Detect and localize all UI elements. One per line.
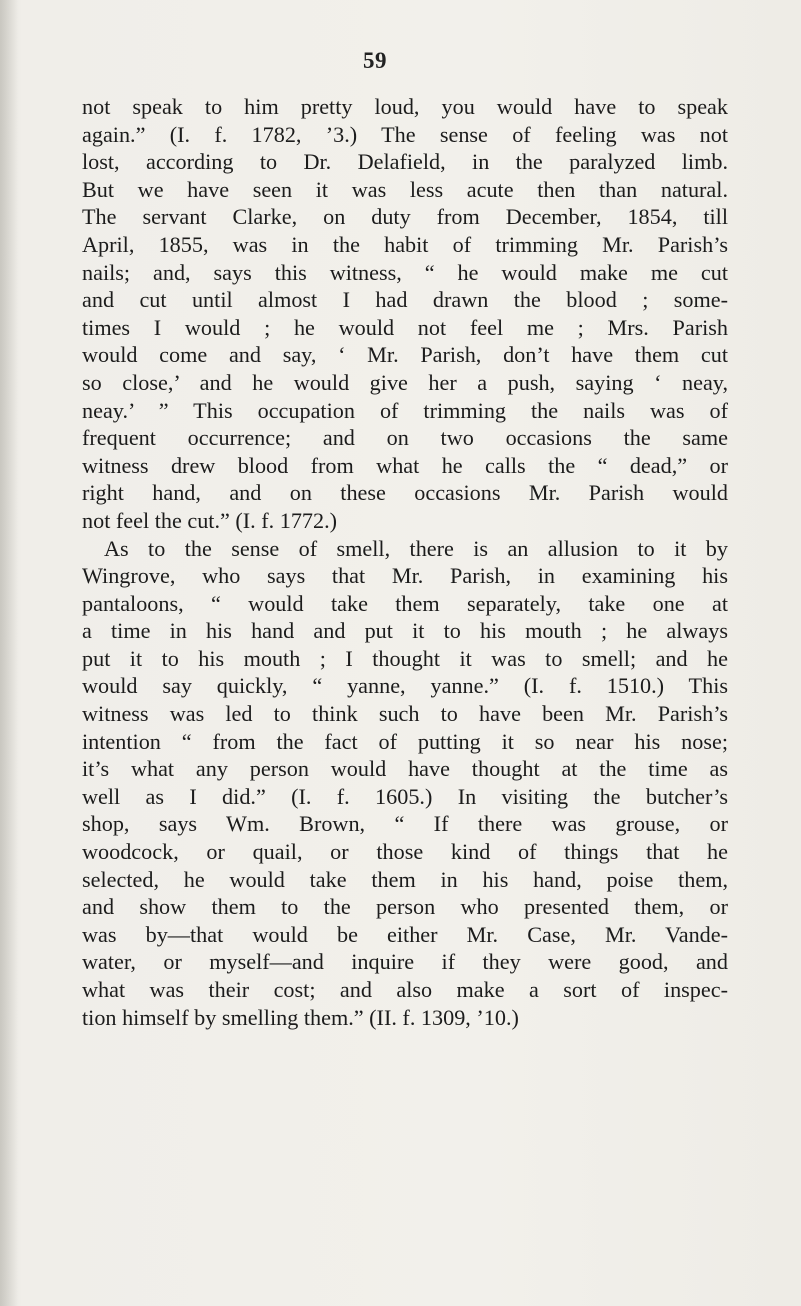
text-line: was by—that would be either Mr. Case, Mr. Vande-: [82, 921, 728, 947]
text-line: pantaloons, “ would take them separately, take one at: [82, 590, 728, 616]
text-line: selected, he would take them in his hand, poise them,: [82, 866, 728, 892]
text-line: water, or myself—and inquire if they were good, and: [82, 949, 728, 975]
text-line: put it to his mouth ; I thought it was to smell; and he: [82, 645, 728, 671]
text-line: right hand, and on these occasions Mr. Parish would: [82, 480, 728, 506]
text-line: The servant Clarke, on duty from December, 1854, till: [82, 204, 728, 230]
text-line: times I would ; he would not feel me ; Mrs. Parish: [82, 314, 728, 340]
text-line: Wingrove, who says that Mr. Parish, in examining his: [82, 563, 728, 589]
text-line: intention “ from the fact of putting it so near his nose;: [82, 728, 728, 754]
text-line: not speak to him pretty loud, you would have to speak: [82, 94, 728, 119]
text-line: would say quickly, “ yanne, yanne.” (I. f. 1510.) This: [82, 673, 728, 699]
text-line: a time in his hand and put it to his mouth ; he always: [82, 618, 728, 644]
text-line: frequent occurrence; and on two occasions the same: [82, 425, 728, 451]
spine-shadow: [0, 0, 18, 1306]
text-line: neay.’ ” This occupation of trimming the nails was of: [82, 397, 728, 423]
text-line: As to the sense of smell, there is an allusion to it by: [104, 535, 728, 561]
text-line: and cut until almost I had drawn the blood ; some-: [82, 287, 728, 313]
text-line: and show them to the person who presented them, or: [82, 894, 728, 920]
text-line: what was their cost; and also make a sort of inspec-: [82, 977, 728, 1002]
text-line: would come and say, ‘ Mr. Parish, don’t have them cut: [82, 342, 728, 368]
text-line: witness drew blood from what he calls the “ dead,” or: [82, 452, 728, 478]
text-line: April, 1855, was in the habit of trimming Mr. Parish’s: [82, 231, 728, 257]
text-line: But we have seen it was less acute then than natural.: [82, 176, 728, 202]
text-line: it’s what any person would have thought at the time as: [82, 756, 728, 782]
text-line: so close,’ and he would give her a push, saying ‘ neay,: [82, 369, 728, 395]
text-line: tion himself by smelling them.” (II. f. 1309, ’10.): [82, 1004, 519, 1030]
text-line: shop, says Wm. Brown, “ If there was grouse, or: [82, 811, 728, 837]
text-line: well as I did.” (I. f. 1605.) In visiting the butcher’s: [82, 783, 728, 809]
text-line: not feel the cut.” (I. f. 1772.): [82, 507, 338, 533]
text-line: witness was led to think such to have been Mr. Parish’s: [82, 701, 728, 727]
body-text: [82, 93, 728, 1031]
text-line: nails; and, says this witness, “ he would make me cut: [82, 259, 728, 285]
text-line: again.” (I. f. 1782, ’3.) The sense of feeling was not: [82, 121, 728, 147]
page-number: 59: [363, 48, 387, 73]
text-line: woodcock, or quail, or those kind of things that he: [82, 839, 728, 865]
text-line: lost, according to Dr. Delafield, in the paralyzed limb.: [82, 149, 728, 175]
